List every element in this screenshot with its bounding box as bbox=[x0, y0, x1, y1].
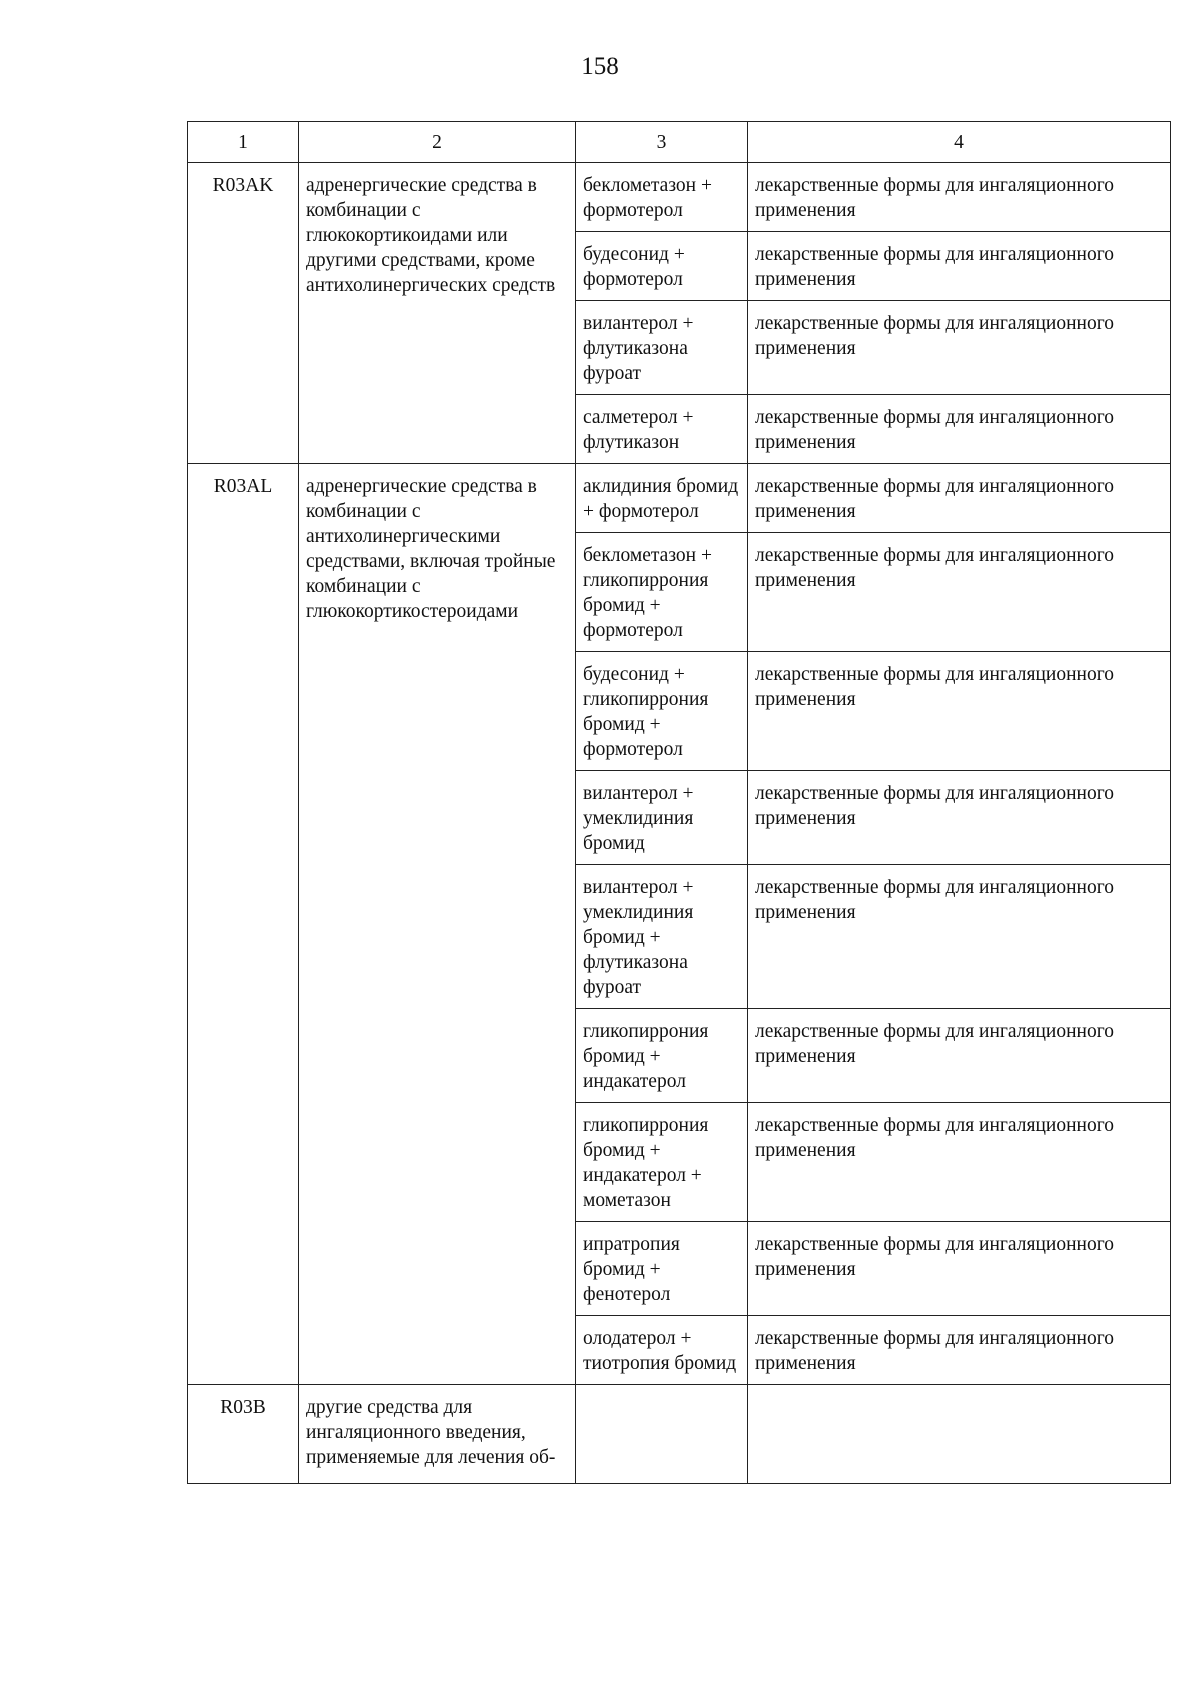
dosage-form: лекарственные формы для ингаляционного применения bbox=[748, 232, 1171, 301]
dosage-form: лекарственные формы для ингаляционного применения bbox=[748, 865, 1171, 1009]
drug-name: будесонид + гликопиррония бромид + формотерол bbox=[576, 652, 748, 771]
group-description: адренергические средства в комбинации с антихолинергическими средствами, включая тройные комбинации с глюкокортикостероидами bbox=[299, 464, 576, 1385]
header-col-3: 3 bbox=[576, 122, 748, 163]
header-col-2: 2 bbox=[299, 122, 576, 163]
dosage-form: лекарственные формы для ингаляционного применения bbox=[748, 1103, 1171, 1222]
dosage-form: лекарственные формы для ингаляционного применения bbox=[748, 533, 1171, 652]
drug-name: беклометазон + гликопиррония бромид + формотерол bbox=[576, 533, 748, 652]
atc-code: R03B bbox=[188, 1385, 299, 1484]
table-row bbox=[188, 464, 1171, 533]
drug-name: будесонид + формотерол bbox=[576, 232, 748, 301]
dosage-form: лекарственные формы для ингаляционного применения bbox=[748, 771, 1171, 865]
drug-name: вилантерол + умеклидиния бромид + флутиказона фуроат bbox=[576, 865, 748, 1009]
table-row bbox=[188, 1385, 1171, 1484]
dosage-form: лекарственные формы для ингаляционного применения bbox=[748, 652, 1171, 771]
drug-name: аклидиния бромид + формотерол bbox=[576, 464, 748, 533]
dosage-form: лекарственные формы для ингаляционного применения bbox=[748, 163, 1171, 232]
drug-name: олодатерол + тиотропия бромид bbox=[576, 1316, 748, 1385]
dosage-form: лекарственные формы для ингаляционного применения bbox=[748, 301, 1171, 395]
header-row bbox=[188, 122, 1171, 163]
dosage-form: лекарственные формы для ингаляционного применения bbox=[748, 1316, 1171, 1385]
table-body bbox=[188, 163, 1171, 1484]
header-col-1: 1 bbox=[188, 122, 299, 163]
group-description: адренергические средства в комбинации с глюкокортикоидами или другими средствами, кроме антихолинергических средств bbox=[299, 163, 576, 464]
drug-name: вилантерол + флутиказона фуроат bbox=[576, 301, 748, 395]
dosage-form: лекарственные формы для ингаляционного применения bbox=[748, 1222, 1171, 1316]
drug-table bbox=[187, 121, 1171, 1484]
dosage-form: лекарственные формы для ингаляционного применения bbox=[748, 464, 1171, 533]
drug-name: вилантерол + умеклидиния бромид bbox=[576, 771, 748, 865]
drug-name: гликопиррония бромид + индакатерол + мометазон bbox=[576, 1103, 748, 1222]
atc-code: R03AK bbox=[188, 163, 299, 464]
page-number: 158 bbox=[581, 53, 619, 80]
dosage-form bbox=[748, 1385, 1171, 1484]
dosage-form: лекарственные формы для ингаляционного применения bbox=[748, 1009, 1171, 1103]
group-description: другие средства для ингаляционного введения, применяемые для лечения об- bbox=[299, 1385, 576, 1484]
dosage-form: лекарственные формы для ингаляционного применения bbox=[748, 395, 1171, 464]
atc-code: R03AL bbox=[188, 464, 299, 1385]
table-header bbox=[188, 122, 1171, 163]
header-col-4: 4 bbox=[748, 122, 1171, 163]
drug-name: ипратропия бромид + фенотерол bbox=[576, 1222, 748, 1316]
table-row bbox=[188, 163, 1171, 232]
drug-name bbox=[576, 1385, 748, 1484]
drug-name: салметерол + флутиказон bbox=[576, 395, 748, 464]
drug-name: гликопиррония бромид + индакатерол bbox=[576, 1009, 748, 1103]
drug-name: беклометазон + формотерол bbox=[576, 163, 748, 232]
